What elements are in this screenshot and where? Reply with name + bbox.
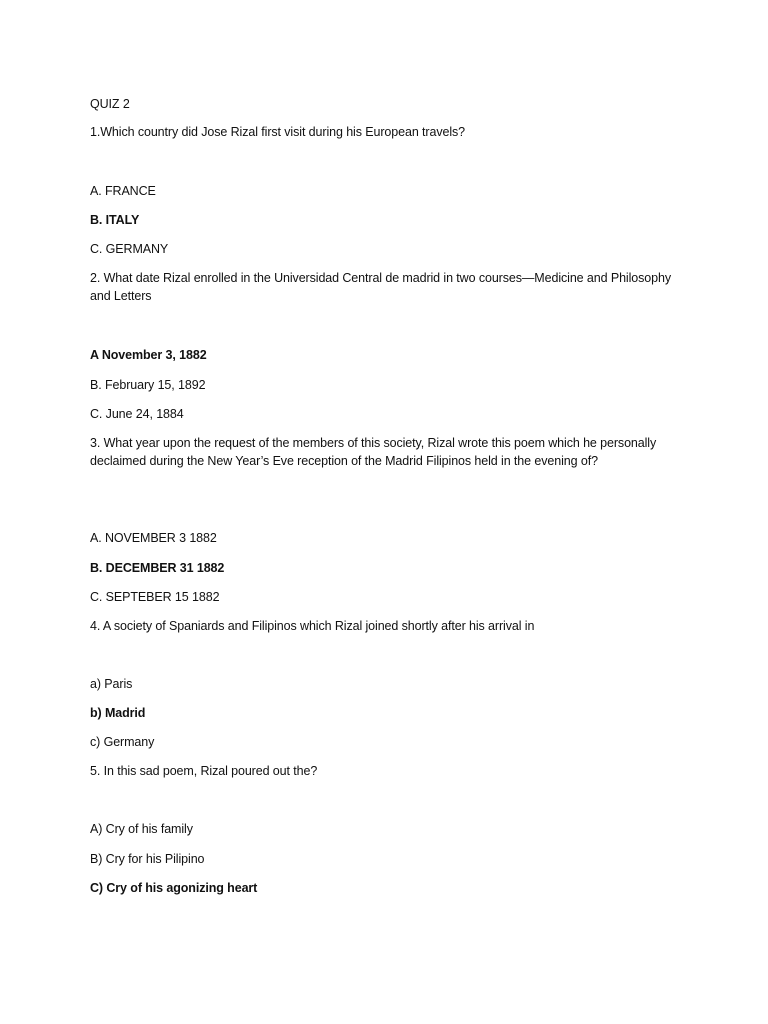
question-5-text: 5. In this sad poem, Rizal poured out the? (90, 764, 318, 778)
question-4-option-a: a) Paris (90, 677, 133, 691)
question-1-option-c: C. GERMANY (90, 242, 169, 256)
question-3-option-a: A. NOVEMBER 3 1882 (90, 531, 217, 545)
question-2-text: 2. What date Rizal enrolled in the Universidad Central de madrid in two courses—Medicine and Philosophy and Letters (90, 271, 671, 303)
question-4-option-c: c) Germany (90, 735, 155, 749)
question-5-option-c: C) Cry of his agonizing heart (90, 881, 258, 895)
question-2-option-c: C. June 24, 1884 (90, 407, 184, 421)
question-5-option-a: A) Cry of his family (90, 822, 193, 836)
quiz-title: QUIZ 2 (90, 97, 130, 111)
question-2-option-b: B. February 15, 1892 (90, 378, 206, 392)
question-3-option-c: C. SEPTEBER 15 1882 (90, 590, 220, 604)
question-4-text: 4. A society of Spaniards and Filipinos which Rizal joined shortly after his arrival in (90, 619, 535, 633)
question-2-option-a: A November 3, 1882 (90, 348, 207, 362)
question-3-text: 3. What year upon the request of the members of this society, Rizal wrote this poem which he personally declaimed during the New Year’s Eve reception of the Madrid Filipinos held in the evening of? (90, 436, 657, 468)
question-4-option-b: b) Madrid (90, 706, 146, 720)
question-1-option-a: A. FRANCE (90, 184, 156, 198)
question-5-option-b: B) Cry for his Pilipino (90, 852, 205, 866)
question-1-option-b: B. ITALY (90, 213, 140, 227)
question-1-text: 1.Which country did Jose Rizal first visit during his European travels? (90, 125, 466, 139)
question-3-option-b: B. DECEMBER 31 1882 (90, 561, 225, 575)
